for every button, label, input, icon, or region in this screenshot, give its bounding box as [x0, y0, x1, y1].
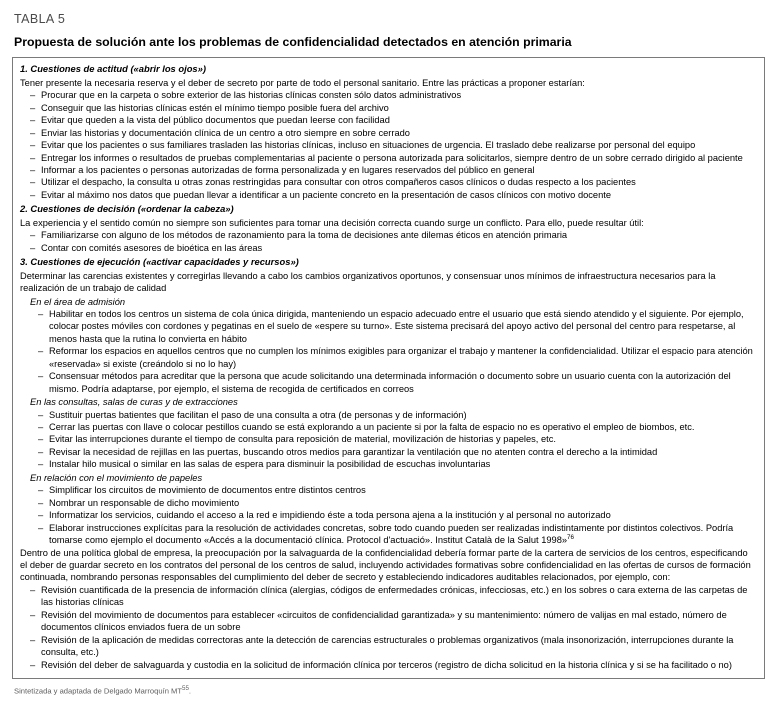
- list-item: – Revisar la necesidad de rejillas en las puertas, buscando otros medios para garantizar la ventilación que no atenten contra el derecho a la intimidad: [38, 446, 757, 458]
- subsection-heading-consultas: En las consultas, salas de curas y de extracciones: [30, 397, 238, 408]
- list-item: – Evitar que los pacientes o sus familiares trasladen las historias clínicas, incluso en situaciones de urgencia. El traslado debe realizarse por personal del equipo: [30, 139, 757, 151]
- list-item: – Utilizar el despacho, la consulta u otras zonas restringidas para consultar con otros compañeros casos clínicos o dudas respecto a los pacientes: [30, 176, 757, 188]
- list-item: – Revisión de la aplicación de medidas correctoras ante la detección de carencias estructurales o problemas organizativos (mala insonorización, interrupciones durante la consulta, etc.): [30, 634, 757, 659]
- section-heading-3: 3. Cuestiones de ejecución («activar capacidades y recursos»): [20, 256, 299, 268]
- reference-superscript: 76: [567, 533, 574, 541]
- list-item: – Cerrar las puertas con llave o colocar pestillos cuando se está explorando a un paciente si por la falta de espacio no es operativo el empleo de biombos, etc.: [38, 421, 757, 433]
- section-heading-2: 2. Cuestiones de decisión («ordenar la cabeza»): [20, 203, 234, 215]
- page-title: Propuesta de solución ante los problemas de confidencialidad detectados en atención primaria: [14, 35, 572, 49]
- list-item: – Informatizar los servicios, cuidando el acceso a la red e impidiendo éste a toda persona ajena a la institución y al personal no autorizado: [38, 509, 757, 521]
- section-list-2: [30, 229, 757, 254]
- subsection-heading-papeles: En relación con el movimiento de papeles: [30, 472, 203, 483]
- list-item: – Habilitar en todos los centros un sistema de cola única dirigida, manteniendo un espacio adecuado entre el usuario que está siendo atendido y el siguiente. Por ejemplo, colocar postes móviles con cordones y pegatinas en el suelo de «espere su turno». Este sistema precisará del apoyo activo del personal del centro para respetarse, al menos hasta que la rutina lo convierta en hábito: [38, 308, 757, 345]
- list-item: – Evitar que queden a la vista del público documentos que puedan leerse con facilidad: [30, 114, 757, 126]
- section-heading-1: 1. Cuestiones de actitud («abrir los ojos»): [20, 63, 206, 75]
- subsection-list-consultas: [38, 409, 757, 471]
- list-item: – Revisión del movimiento de documentos para establecer «circuitos de confidencialidad garantizada» y su mantenimiento: número de valijas en mal estado, número de documentos clínicos enviados fuera de un sobre: [30, 609, 757, 634]
- footnote: [14, 685, 765, 696]
- list-item: – Sustituir puertas batientes que facilitan el paso de una consulta a otra (de personas y de información): [38, 409, 757, 421]
- list-item: – Nombrar un responsable de dicho movimiento: [38, 497, 757, 509]
- subsection-list-admision: [38, 308, 757, 395]
- list-item: – Evitar al máximo nos datos que puedan llevar a identificar a un paciente concreto en la presentación de casos clínicos con motivo docente: [30, 189, 757, 201]
- list-item: – Enviar las historias y documentación clínica de un centro a otro siempre en sobre cerrado: [30, 127, 757, 139]
- list-item: – Procurar que en la carpeta o sobre exterior de las historias clínicas consten sólo datos administrativos: [30, 89, 757, 101]
- footnote-text: Sintetizada y adaptada de Delgado Marroquín MT: [14, 686, 183, 696]
- subsection-list-papeles: [38, 484, 757, 546]
- list-item: – Contar con comités asesores de bioética en las áreas: [30, 242, 757, 254]
- list-item: – Instalar hilo musical o similar en las salas de espera para disminuir la posibilidad de escuchas involuntarias: [38, 458, 757, 470]
- section-intro-3: Determinar las carencias existentes y corregirlas llevando a cabo los cambios organizativos oportunos, y consensuar unos mínimos de infraestructura necesarios para la realización de un trabajo de calidad: [20, 270, 716, 294]
- list-item: – Familiarizarse con alguno de los métodos de razonamiento para la toma de decisiones ante dilemas éticos en atención primaria: [30, 229, 757, 241]
- list-item: – Consensuar métodos para acreditar que la persona que acude solicitando una determinada información o documento sobre un usuario cuenta con la autorización del mismo. Podría adaptarse, por ejemplo, el sistema de recogida de certificados en correos: [38, 370, 757, 395]
- table-body: [12, 57, 765, 679]
- footnote-suffix: .: [188, 686, 192, 696]
- section-closing-paragraph: Dentro de una política global de empresa, la preocupación por la salvaguarda de la confidencialidad debería formar parte de la cartera de servicios de los centros, especificando el deber de guardar secreto en los contratos del personal de los centros de salud, incluyendo actividades formativas sobre confidencialidad en las ofertas de cursos de formación continuada, nombrando personas responsables del cumplimiento del deber de secreto y estableciendo indicadores auditables relacionados, por ejemplo, con:: [20, 547, 751, 583]
- list-item: – Conseguir que las historias clínicas estén el mínimo tiempo posible fuera del archivo: [30, 102, 757, 114]
- footnote-superscript: 55: [182, 685, 189, 693]
- table-label: TABLA 5: [14, 12, 66, 26]
- subsection-heading-admision: En el área de admisión: [30, 296, 126, 307]
- list-item: – Evitar las interrupciones durante el tiempo de consulta para reposición de material, movilización de historias y papeles, etc.: [38, 433, 757, 445]
- section-intro-2: La experiencia y el sentido común no siempre son suficientes para tomar una decisión correcta cuando surge un conflicto. Para ello, puede resultar útil:: [20, 217, 644, 228]
- section-intro-1: Tener presente la necesaria reserva y el deber de secreto por parte de todo el personal sanitario. Entre las prácticas a proponer estarían:: [20, 77, 585, 88]
- list-item: – Entregar los informes o resultados de pruebas complementarias al paciente o persona autorizada para solicitarlos, siempre dentro de un sobre cerrado dirigido al paciente: [30, 152, 757, 164]
- section-list-1: [30, 89, 757, 201]
- list-item: – Reformar los espacios en aquellos centros que no cumplen los mínimos exigibles para organizar el trabajo y mantener la confidencialidad. Utilizar el espacio para atención «reservada» si existe (creándolo si no lo hay): [38, 345, 757, 370]
- section-closing-list: [30, 584, 757, 671]
- list-item: – Revisión cuantificada de la presencia de información clínica (alergias, códigos de enfermedades crónicas, infecciosas, etc.) en los sobres o cara externa de las carpetas de las historias clínicas: [30, 584, 757, 609]
- list-item: – Informar a los pacientes o personas autorizadas de forma personalizada y en lugares reservados del público en general: [30, 164, 757, 176]
- list-item: [38, 522, 757, 547]
- list-item: – Revisión del deber de salvaguarda y custodia en la solicitud de información clínica por terceros (registro de dicha solicitud en la historia clínica y si se ha facilitado o no): [30, 659, 757, 671]
- list-item: – Simplificar los circuitos de movimiento de documentos entre distintos centros: [38, 484, 757, 496]
- list-item-text: Elaborar instrucciones explícitas para la resolución de actividades concretas, sobre todo cuando pueden ser realizadas indistintamente por distintos colectivos. Podría tomarse como ejemplo el documento «Accés a la documentació clínica. Protocol d'actuació». Institut Català de la Salut 1998»: [49, 522, 734, 546]
